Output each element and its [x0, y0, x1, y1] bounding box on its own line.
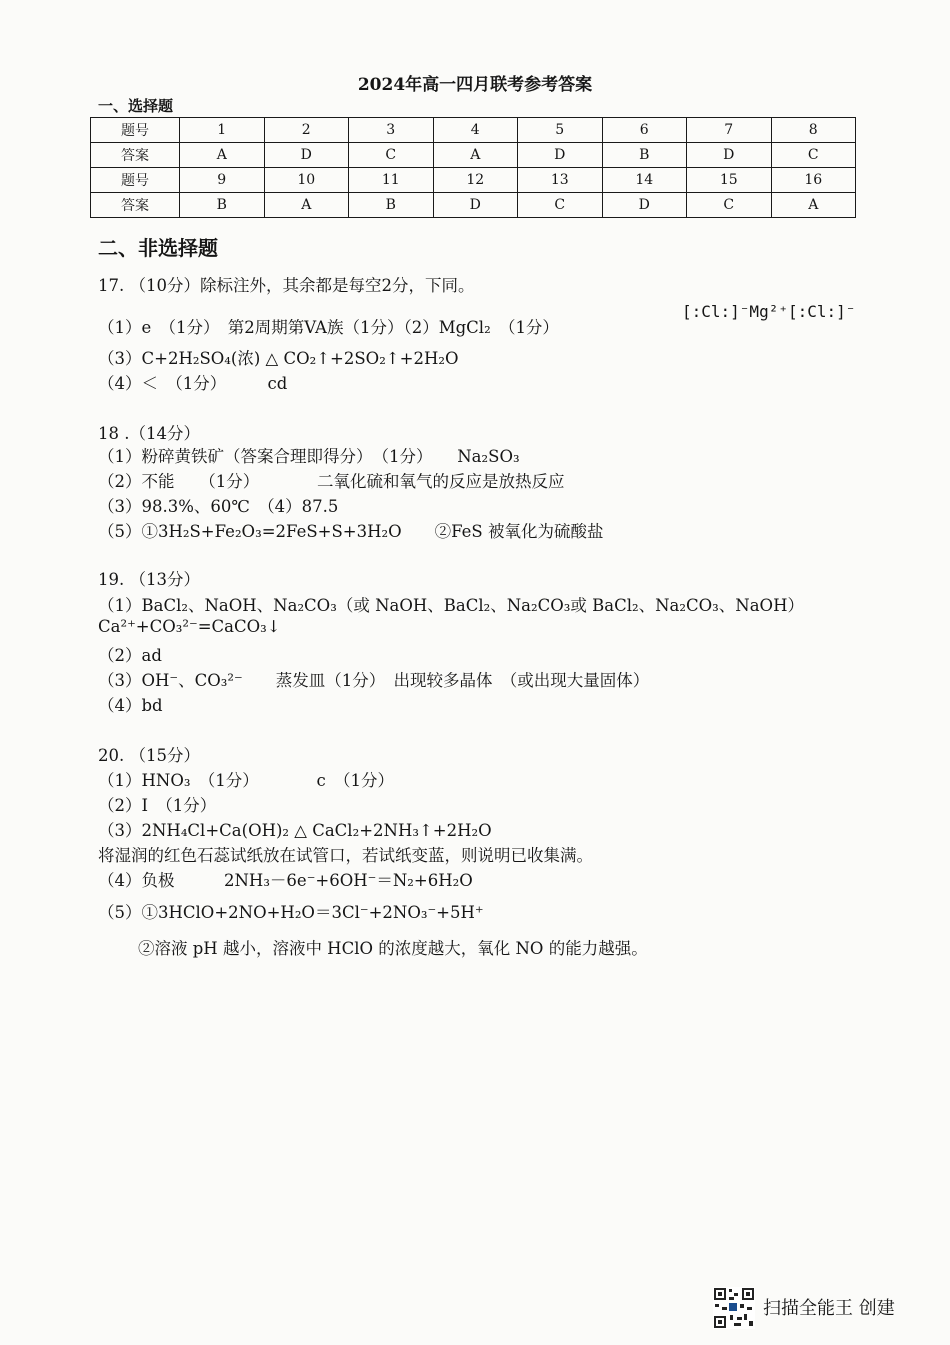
question-number: 10 — [264, 168, 349, 193]
answer-cell: D — [264, 143, 349, 168]
question-number: 4 — [433, 118, 518, 143]
q18-answer-2: （2）不能 （1分） 二氧化硫和氧气的反应是放热反应 — [98, 472, 565, 491]
question-number: 14 — [602, 168, 687, 193]
answer-cell: D — [433, 193, 518, 218]
answer-cell: A — [264, 193, 349, 218]
answer-cell: D — [602, 193, 687, 218]
q17-answer-4: （4）＜ （1分） cd — [98, 374, 288, 393]
answer-cell: C — [687, 193, 772, 218]
answer-cell: B — [180, 193, 265, 218]
q19-answer-4: （4）bd — [98, 696, 163, 715]
answer-cell: A — [433, 143, 518, 168]
question-number: 1 — [180, 118, 265, 143]
scanner-watermark: 扫描全能王 创建 — [763, 1298, 895, 1319]
q20-answer-3: （3）2NH₄Cl+Ca(OH)₂ △ CaCl₂+2NH₃↑+2H₂O — [98, 821, 492, 840]
q19-answer-2: （2）ad — [98, 646, 162, 665]
question-number: 2 — [264, 118, 349, 143]
page-title: 2024年高一四月联考参考答案 — [357, 75, 593, 95]
answer-cell: A — [180, 143, 265, 168]
q17-answer-1: （1）e （1分） 第2周期第VA族（1分）（2）MgCl₂ （1分） — [98, 318, 559, 337]
q20-header: 20. （15分） — [98, 746, 200, 765]
answer-cell: C — [771, 143, 856, 168]
q20-answer-5: （5）①3HClO+2NO+H₂O＝3Cl⁻+2NO₃⁻+5H⁺ — [98, 903, 484, 922]
answer-table — [90, 117, 856, 218]
question-number: 6 — [602, 118, 687, 143]
question-number: 5 — [518, 118, 603, 143]
qr-code-icon — [713, 1287, 755, 1329]
table-row — [91, 168, 856, 193]
row-label: 题号 — [91, 168, 180, 193]
q19-answer-3: （3）OH⁻、CO₃²⁻ 蒸发皿（1分） 出现较多晶体 （或出现大量固体） — [98, 671, 650, 690]
row-label: 答案 — [91, 143, 180, 168]
q18-answer-1: （1）粉碎黄铁矿（答案合理即得分） （1分） Na₂SO₃ — [98, 447, 520, 466]
question-number: 8 — [771, 118, 856, 143]
question-number: 3 — [349, 118, 434, 143]
table-row — [91, 193, 856, 218]
q20-answer-3-note: 将湿润的红色石蕊试纸放在试管口，若试纸变蓝，则说明已收集满。 — [98, 846, 593, 865]
question-number: 11 — [349, 168, 434, 193]
lewis-structure: [:Cl:]⁻Mg²⁺[:Cl:]⁻ — [682, 302, 856, 321]
answer-cell: C — [349, 143, 434, 168]
question-number: 13 — [518, 168, 603, 193]
q20-answer-1: （1）HNO₃ （1分） c （1分） — [98, 771, 394, 790]
row-label: 题号 — [91, 118, 180, 143]
section-nonchoice-title: 二、非选择题 — [98, 236, 218, 260]
question-number: 7 — [687, 118, 772, 143]
answer-cell: C — [518, 193, 603, 218]
row-label: 答案 — [91, 193, 180, 218]
answer-cell: B — [349, 193, 434, 218]
q20-answer-2: （2）I （1分） — [98, 796, 217, 815]
answer-cell: D — [518, 143, 603, 168]
section-choice-title: 一、选择题 — [98, 97, 174, 115]
q17-answer-3: （3）C+2H₂SO₄(浓) △ CO₂↑+2SO₂↑+2H₂O — [98, 349, 459, 368]
question-number: 15 — [687, 168, 772, 193]
q19-header: 19. （13分） — [98, 570, 200, 589]
q19-answer-1-equation: Ca²⁺+CO₃²⁻=CaCO₃↓ — [98, 617, 281, 636]
answer-cell: D — [687, 143, 772, 168]
answer-cell: B — [602, 143, 687, 168]
table-row — [91, 143, 856, 168]
question-number: 12 — [433, 168, 518, 193]
q19-answer-1: （1）BaCl₂、NaOH、Na₂CO₃（或 NaOH、BaCl₂、Na₂CO₃或 BaCl₂、Na₂CO₃、NaOH） — [98, 596, 804, 615]
q18-answer-3: （3）98.3%、60℃ （4）87.5 — [98, 497, 339, 516]
q20-answer-4: （4）负极 2NH₃－6e⁻+6OH⁻＝N₂+6H₂O — [98, 871, 473, 890]
table-row — [91, 118, 856, 143]
q18-answer-5: （5）①3H₂S+Fe₂O₃=2FeS+S+3H₂O ②FeS 被氧化为硫酸盐 — [98, 522, 604, 541]
q17-header: 17. （10分）除标注外，其余都是每空2分，下同。 — [98, 276, 475, 295]
question-number: 16 — [771, 168, 856, 193]
q18-header: 18 .（14分） — [98, 424, 200, 443]
question-number: 9 — [180, 168, 265, 193]
q20-answer-5-note: ②溶液 pH 越小，溶液中 HClO 的浓度越大，氧化 NO 的能力越强。 — [138, 939, 648, 958]
answer-cell: A — [771, 193, 856, 218]
